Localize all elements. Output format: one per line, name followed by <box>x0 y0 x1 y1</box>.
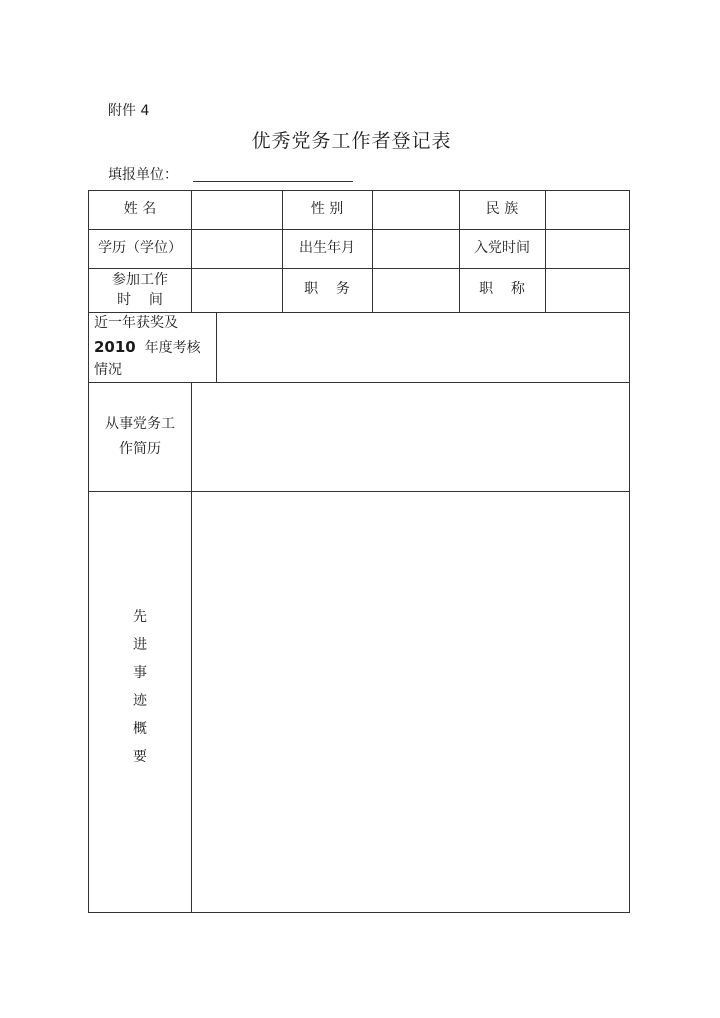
form-title: 优秀党务工作者登记表 <box>251 130 452 152</box>
party-join-label: 入党时间 <box>474 239 530 256</box>
party-join-field[interactable] <box>546 229 629 268</box>
deeds-char: 概 <box>133 720 147 737</box>
unit-label: 填报单位： <box>108 167 178 183</box>
resume-label-line1: 从事党务工 <box>105 416 175 432</box>
position-field[interactable] <box>373 268 459 312</box>
birth-label: 出生年月 <box>299 239 355 256</box>
position-label: 职 务 <box>304 281 350 298</box>
work-start-label-line2: 时 间 <box>117 292 163 308</box>
deeds-char: 迹 <box>133 692 147 709</box>
awards-field[interactable] <box>217 312 629 382</box>
awards-label-line3: 情况 <box>94 362 122 379</box>
work-start-field[interactable] <box>192 268 282 312</box>
education-field[interactable] <box>192 229 282 268</box>
deeds-char: 进 <box>133 636 147 653</box>
resume-field[interactable] <box>192 382 629 491</box>
awards-label-line1: 近一年获奖及 <box>94 315 178 332</box>
name-field[interactable] <box>192 191 282 229</box>
work-start-label <box>89 268 191 312</box>
awards-label-line2-text: 年度考核 <box>144 339 201 356</box>
unit-field[interactable] <box>193 181 353 182</box>
deeds-char: 先 <box>133 608 147 625</box>
resume-label <box>89 382 191 491</box>
deeds-field[interactable] <box>192 491 629 912</box>
title-label: 职 称 <box>479 281 525 298</box>
deeds-char: 要 <box>133 748 147 765</box>
gender-field[interactable] <box>373 191 459 229</box>
attachment-label: 附件 4 <box>108 103 150 119</box>
name-label: 姓 名 <box>123 201 157 218</box>
awards-label <box>89 312 216 382</box>
birth-field[interactable] <box>373 229 459 268</box>
education-label: 学历（学位） <box>98 239 182 256</box>
awards-label-line2 <box>94 335 201 359</box>
deeds-char: 事 <box>133 664 147 681</box>
deeds-label <box>89 491 191 912</box>
gender-label: 性 别 <box>310 201 344 218</box>
resume-label-line2: 作简历 <box>119 440 161 457</box>
registration-table <box>88 190 630 913</box>
ethnicity-label: 民 族 <box>485 201 519 218</box>
work-start-label-line1: 参加工作 <box>112 271 168 288</box>
title-field[interactable] <box>546 268 629 312</box>
awards-year: 2010 <box>94 337 136 356</box>
ethnicity-field[interactable] <box>546 191 629 229</box>
